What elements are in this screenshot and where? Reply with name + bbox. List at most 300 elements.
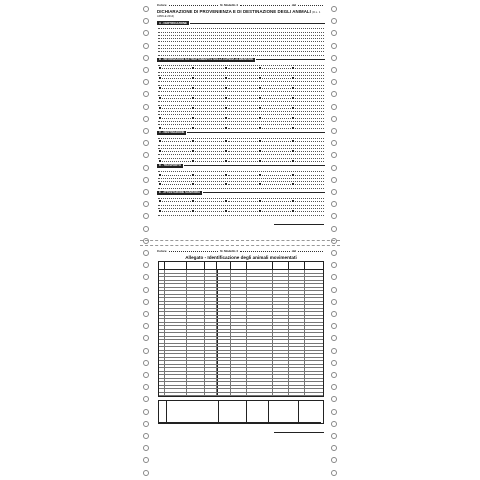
table-cell[interactable] [165, 372, 187, 375]
table-cell[interactable] [273, 372, 289, 375]
table-cell[interactable] [305, 330, 323, 333]
checkbox[interactable] [292, 200, 294, 202]
table-cell[interactable] [187, 298, 205, 301]
checkbox[interactable] [259, 150, 261, 152]
table-cell[interactable] [217, 330, 231, 333]
table-cell[interactable] [205, 319, 217, 322]
table-cell[interactable] [205, 302, 217, 305]
table-cell[interactable] [165, 270, 187, 273]
table-cell[interactable] [165, 393, 187, 396]
table-cell[interactable] [273, 386, 289, 389]
table-cell[interactable] [231, 375, 247, 378]
checkbox[interactable] [225, 160, 227, 162]
table-cell[interactable] [247, 281, 273, 284]
table-cell[interactable] [205, 288, 217, 291]
table-cell[interactable] [273, 337, 289, 340]
table-cell[interactable] [205, 309, 217, 312]
table-cell[interactable] [273, 393, 289, 396]
table-cell[interactable] [165, 389, 187, 392]
table-cell[interactable] [247, 330, 273, 333]
table-cell[interactable] [305, 375, 323, 378]
table-cell[interactable] [273, 319, 289, 322]
table-cell[interactable] [217, 358, 231, 361]
table-cell[interactable] [187, 312, 205, 315]
checkbox[interactable] [225, 210, 227, 212]
checkbox[interactable] [192, 183, 194, 185]
form-field-line[interactable] [158, 86, 324, 89]
table-cell[interactable] [231, 305, 247, 308]
table-cell[interactable] [205, 270, 217, 273]
table-cell[interactable] [247, 372, 273, 375]
checkbox[interactable] [192, 77, 194, 79]
table-cell[interactable] [165, 277, 187, 280]
table-cell[interactable] [289, 333, 305, 336]
checkbox[interactable] [192, 140, 194, 142]
table-cell[interactable] [165, 316, 187, 319]
table-cell[interactable] [231, 347, 247, 350]
table-cell[interactable] [289, 365, 305, 368]
table-cell[interactable] [247, 312, 273, 315]
checkbox[interactable] [225, 127, 227, 129]
table-cell[interactable] [305, 337, 323, 340]
checkbox[interactable] [225, 140, 227, 142]
form-field-line[interactable] [158, 52, 324, 55]
table-cell[interactable] [217, 319, 231, 322]
table-cell[interactable] [247, 358, 273, 361]
table-cell[interactable] [165, 379, 187, 382]
table-cell[interactable] [165, 344, 187, 347]
table-cell[interactable] [187, 270, 205, 273]
table-cell[interactable] [305, 347, 323, 350]
table-cell[interactable] [289, 368, 305, 371]
table-cell[interactable] [165, 382, 187, 385]
table-cell[interactable] [205, 361, 217, 364]
table-cell[interactable] [273, 347, 289, 350]
table-cell[interactable] [305, 312, 323, 315]
table-cell[interactable] [305, 319, 323, 322]
table-cell[interactable] [187, 319, 205, 322]
table-cell[interactable] [247, 316, 273, 319]
table-cell[interactable] [247, 323, 273, 326]
checkbox[interactable] [192, 97, 194, 99]
table-cell[interactable] [165, 361, 187, 364]
checkbox[interactable] [292, 107, 294, 109]
checkbox[interactable] [225, 200, 227, 202]
table-cell[interactable] [205, 358, 217, 361]
table-cell[interactable] [247, 379, 273, 382]
table-cell[interactable] [305, 298, 323, 301]
table-cell[interactable] [231, 284, 247, 287]
table-cell[interactable] [273, 291, 289, 294]
form-field-line[interactable] [158, 115, 324, 118]
form-field-line[interactable] [158, 149, 324, 152]
checkbox[interactable] [159, 67, 161, 69]
checkbox[interactable] [259, 87, 261, 89]
checkbox[interactable] [159, 200, 161, 202]
table-cell[interactable] [231, 337, 247, 340]
table-cell[interactable] [165, 281, 187, 284]
table-cell[interactable] [187, 340, 205, 343]
checkbox[interactable] [192, 127, 194, 129]
table-cell[interactable] [247, 298, 273, 301]
table-cell[interactable] [231, 365, 247, 368]
table-cell[interactable] [273, 333, 289, 336]
table-cell[interactable] [289, 298, 305, 301]
table-cell[interactable] [273, 309, 289, 312]
table-cell[interactable] [217, 354, 231, 357]
table-cell[interactable] [205, 295, 217, 298]
table-cell[interactable] [165, 319, 187, 322]
table-cell[interactable] [217, 337, 231, 340]
table-cell[interactable] [273, 305, 289, 308]
table-cell[interactable] [217, 340, 231, 343]
table-cell[interactable] [273, 340, 289, 343]
table-cell[interactable] [205, 333, 217, 336]
table-cell[interactable] [165, 330, 187, 333]
table-cell[interactable] [187, 274, 205, 277]
table-cell[interactable] [231, 298, 247, 301]
table-cell[interactable] [231, 319, 247, 322]
table-cell[interactable] [273, 389, 289, 392]
table-cell[interactable] [247, 288, 273, 291]
checkbox[interactable] [259, 200, 261, 202]
table-cell[interactable] [305, 326, 323, 329]
table-cell[interactable] [165, 326, 187, 329]
form-field-line[interactable] [158, 96, 324, 99]
table-cell[interactable] [217, 312, 231, 315]
table-cell[interactable] [217, 365, 231, 368]
table-cell[interactable] [187, 393, 205, 396]
checkbox[interactable] [259, 160, 261, 162]
table-cell[interactable] [217, 393, 231, 396]
table-cell[interactable] [273, 277, 289, 280]
table-cell[interactable] [305, 288, 323, 291]
table-cell[interactable] [205, 372, 217, 375]
checkbox[interactable] [225, 150, 227, 152]
table-cell[interactable] [305, 281, 323, 284]
table-cell[interactable] [165, 337, 187, 340]
table-cell[interactable] [217, 305, 231, 308]
checkbox[interactable] [159, 77, 161, 79]
table-cell[interactable] [305, 344, 323, 347]
table-cell[interactable] [205, 382, 217, 385]
checkbox[interactable] [159, 160, 161, 162]
checkbox[interactable] [292, 140, 294, 142]
table-cell[interactable] [205, 393, 217, 396]
table-cell[interactable] [165, 333, 187, 336]
table-cell[interactable] [305, 351, 323, 354]
table-cell[interactable] [305, 372, 323, 375]
table-cell[interactable] [187, 375, 205, 378]
table-cell[interactable] [205, 291, 217, 294]
table-cell[interactable] [305, 340, 323, 343]
table-cell[interactable] [305, 365, 323, 368]
table-cell[interactable] [165, 274, 187, 277]
table-cell[interactable] [231, 344, 247, 347]
table-cell[interactable] [273, 379, 289, 382]
checkbox[interactable] [259, 210, 261, 212]
checkbox[interactable] [259, 77, 261, 79]
table-cell[interactable] [187, 302, 205, 305]
table-cell[interactable] [217, 309, 231, 312]
table-cell[interactable] [289, 330, 305, 333]
table-cell[interactable] [273, 295, 289, 298]
table-cell[interactable] [247, 361, 273, 364]
table-cell[interactable] [205, 386, 217, 389]
table-cell[interactable] [289, 344, 305, 347]
table-cell[interactable] [217, 351, 231, 354]
table-cell[interactable] [231, 281, 247, 284]
table-cell[interactable] [187, 351, 205, 354]
table-cell[interactable] [187, 305, 205, 308]
table-cell[interactable] [187, 281, 205, 284]
table-cell[interactable] [217, 295, 231, 298]
table-cell[interactable] [205, 330, 217, 333]
table-cell[interactable] [273, 358, 289, 361]
table-cell[interactable] [165, 305, 187, 308]
form-field-line[interactable] [158, 172, 324, 175]
table-cell[interactable] [231, 316, 247, 319]
table-cell[interactable] [273, 326, 289, 329]
table-cell[interactable] [247, 295, 273, 298]
table-cell[interactable] [165, 291, 187, 294]
table-cell[interactable] [273, 368, 289, 371]
checkbox[interactable] [259, 117, 261, 119]
table-cell[interactable] [273, 281, 289, 284]
table-cell[interactable] [187, 361, 205, 364]
table-cell[interactable] [305, 386, 323, 389]
table-cell[interactable] [217, 379, 231, 382]
table-cell[interactable] [205, 389, 217, 392]
table-cell[interactable] [231, 274, 247, 277]
checkbox[interactable] [225, 67, 227, 69]
table-cell[interactable] [217, 368, 231, 371]
table-cell[interactable] [205, 316, 217, 319]
table-cell[interactable] [217, 291, 231, 294]
table-cell[interactable] [289, 309, 305, 312]
table-cell[interactable] [231, 330, 247, 333]
table-cell[interactable] [305, 368, 323, 371]
table-cell[interactable] [305, 274, 323, 277]
table-cell[interactable] [231, 270, 247, 273]
table-cell[interactable] [205, 323, 217, 326]
table-cell[interactable] [187, 291, 205, 294]
table-cell[interactable] [247, 270, 273, 273]
table-cell[interactable] [217, 270, 231, 273]
checkbox[interactable] [259, 127, 261, 129]
checkbox[interactable] [259, 97, 261, 99]
table-cell[interactable] [273, 351, 289, 354]
form-field-line[interactable] [158, 185, 324, 188]
table-cell[interactable] [205, 277, 217, 280]
table-cell[interactable] [289, 393, 305, 396]
table-cell[interactable] [289, 270, 305, 273]
allegato-signature-field[interactable] [158, 428, 324, 433]
table-cell[interactable] [231, 340, 247, 343]
table-cell[interactable] [205, 375, 217, 378]
table-cell[interactable] [289, 386, 305, 389]
table-cell[interactable] [289, 375, 305, 378]
table-cell[interactable] [165, 386, 187, 389]
checkbox[interactable] [292, 210, 294, 212]
table-cell[interactable] [205, 354, 217, 357]
table-cell[interactable] [305, 284, 323, 287]
table-cell[interactable] [187, 379, 205, 382]
table-cell[interactable] [205, 305, 217, 308]
form-field-line[interactable] [158, 76, 324, 79]
table-cell[interactable] [187, 295, 205, 298]
table-cell[interactable] [247, 344, 273, 347]
table-cell[interactable] [305, 358, 323, 361]
table-cell[interactable] [217, 323, 231, 326]
table-cell[interactable] [289, 347, 305, 350]
checkbox[interactable] [192, 87, 194, 89]
table-cell[interactable] [187, 368, 205, 371]
table-cell[interactable] [305, 305, 323, 308]
table-cell[interactable] [217, 344, 231, 347]
checkbox[interactable] [192, 117, 194, 119]
table-cell[interactable] [305, 393, 323, 396]
checkbox[interactable] [192, 210, 194, 212]
table-cell[interactable] [187, 333, 205, 336]
table-cell[interactable] [305, 389, 323, 392]
table-cell[interactable] [205, 298, 217, 301]
table-cell[interactable] [289, 295, 305, 298]
table-cell[interactable] [273, 375, 289, 378]
table-cell[interactable] [165, 302, 187, 305]
table-cell[interactable] [217, 375, 231, 378]
table-cell[interactable] [289, 288, 305, 291]
checkbox[interactable] [159, 117, 161, 119]
checkbox[interactable] [159, 97, 161, 99]
checkbox[interactable] [159, 150, 161, 152]
table-cell[interactable] [273, 323, 289, 326]
table-cell[interactable] [217, 361, 231, 364]
checkbox[interactable] [292, 67, 294, 69]
table-cell[interactable] [231, 288, 247, 291]
table-cell[interactable] [187, 389, 205, 392]
table-cell[interactable] [205, 312, 217, 315]
table-cell[interactable] [305, 333, 323, 336]
checkbox[interactable] [259, 107, 261, 109]
checkbox[interactable] [159, 87, 161, 89]
table-cell[interactable] [247, 382, 273, 385]
table-cell[interactable] [217, 326, 231, 329]
table-cell[interactable] [205, 365, 217, 368]
checkbox[interactable] [292, 183, 294, 185]
table-cell[interactable] [217, 284, 231, 287]
table-cell[interactable] [231, 393, 247, 396]
table-cell[interactable] [305, 295, 323, 298]
table-cell[interactable] [165, 309, 187, 312]
table-cell[interactable] [289, 312, 305, 315]
table-cell[interactable] [205, 326, 217, 329]
table-cell[interactable] [205, 337, 217, 340]
table-cell[interactable] [273, 312, 289, 315]
table-cell[interactable] [273, 365, 289, 368]
table-cell[interactable] [305, 382, 323, 385]
table-cell[interactable] [289, 340, 305, 343]
table-cell[interactable] [231, 333, 247, 336]
table-cell[interactable] [165, 295, 187, 298]
table-cell[interactable] [305, 277, 323, 280]
checkbox[interactable] [225, 117, 227, 119]
table-cell[interactable] [165, 375, 187, 378]
table-cell[interactable] [187, 382, 205, 385]
checkbox[interactable] [225, 174, 227, 176]
table-cell[interactable] [247, 365, 273, 368]
table-cell[interactable] [305, 302, 323, 305]
checkbox[interactable] [225, 77, 227, 79]
table-cell[interactable] [247, 291, 273, 294]
table-cell[interactable] [205, 344, 217, 347]
table-cell[interactable] [247, 302, 273, 305]
table-cell[interactable] [165, 347, 187, 350]
table-cell[interactable] [231, 372, 247, 375]
table-cell[interactable] [217, 386, 231, 389]
checkbox[interactable] [192, 107, 194, 109]
table-cell[interactable] [165, 284, 187, 287]
checkbox[interactable] [292, 160, 294, 162]
table-cell[interactable] [205, 281, 217, 284]
table-cell[interactable] [187, 347, 205, 350]
table-cell[interactable] [273, 284, 289, 287]
table-cell[interactable] [305, 270, 323, 273]
table-cell[interactable] [217, 288, 231, 291]
table-cell[interactable] [165, 368, 187, 371]
table-cell[interactable] [217, 347, 231, 350]
table-cell[interactable] [217, 274, 231, 277]
checkbox[interactable] [159, 183, 161, 185]
table-cell[interactable] [273, 288, 289, 291]
table-cell[interactable] [289, 361, 305, 364]
table-cell[interactable] [165, 365, 187, 368]
table-cell[interactable] [165, 358, 187, 361]
table-cell[interactable] [289, 337, 305, 340]
form-field-line[interactable] [158, 209, 324, 212]
form-field-line[interactable] [158, 212, 324, 215]
checkbox[interactable] [292, 127, 294, 129]
checkbox[interactable] [292, 117, 294, 119]
table-cell[interactable] [217, 389, 231, 392]
table-cell[interactable] [231, 291, 247, 294]
table-cell[interactable] [187, 323, 205, 326]
checkbox[interactable] [292, 174, 294, 176]
table-cell[interactable] [289, 291, 305, 294]
table-cell[interactable] [247, 389, 273, 392]
checkbox[interactable] [159, 210, 161, 212]
table-cell[interactable] [247, 274, 273, 277]
table-cell[interactable] [247, 284, 273, 287]
table-cell[interactable] [231, 323, 247, 326]
form-field-line[interactable] [158, 106, 324, 109]
signature-field[interactable] [158, 220, 324, 225]
table-cell[interactable] [231, 354, 247, 357]
table-cell[interactable] [247, 351, 273, 354]
table-cell[interactable] [187, 330, 205, 333]
table-cell[interactable] [205, 274, 217, 277]
table-cell[interactable] [247, 305, 273, 308]
table-cell[interactable] [187, 372, 205, 375]
form-field-line[interactable] [158, 182, 324, 185]
table-cell[interactable] [187, 284, 205, 287]
checkbox[interactable] [259, 140, 261, 142]
table-cell[interactable] [273, 330, 289, 333]
table-cell[interactable] [247, 340, 273, 343]
table-cell[interactable] [187, 358, 205, 361]
table-cell[interactable] [205, 351, 217, 354]
table-cell[interactable] [231, 368, 247, 371]
